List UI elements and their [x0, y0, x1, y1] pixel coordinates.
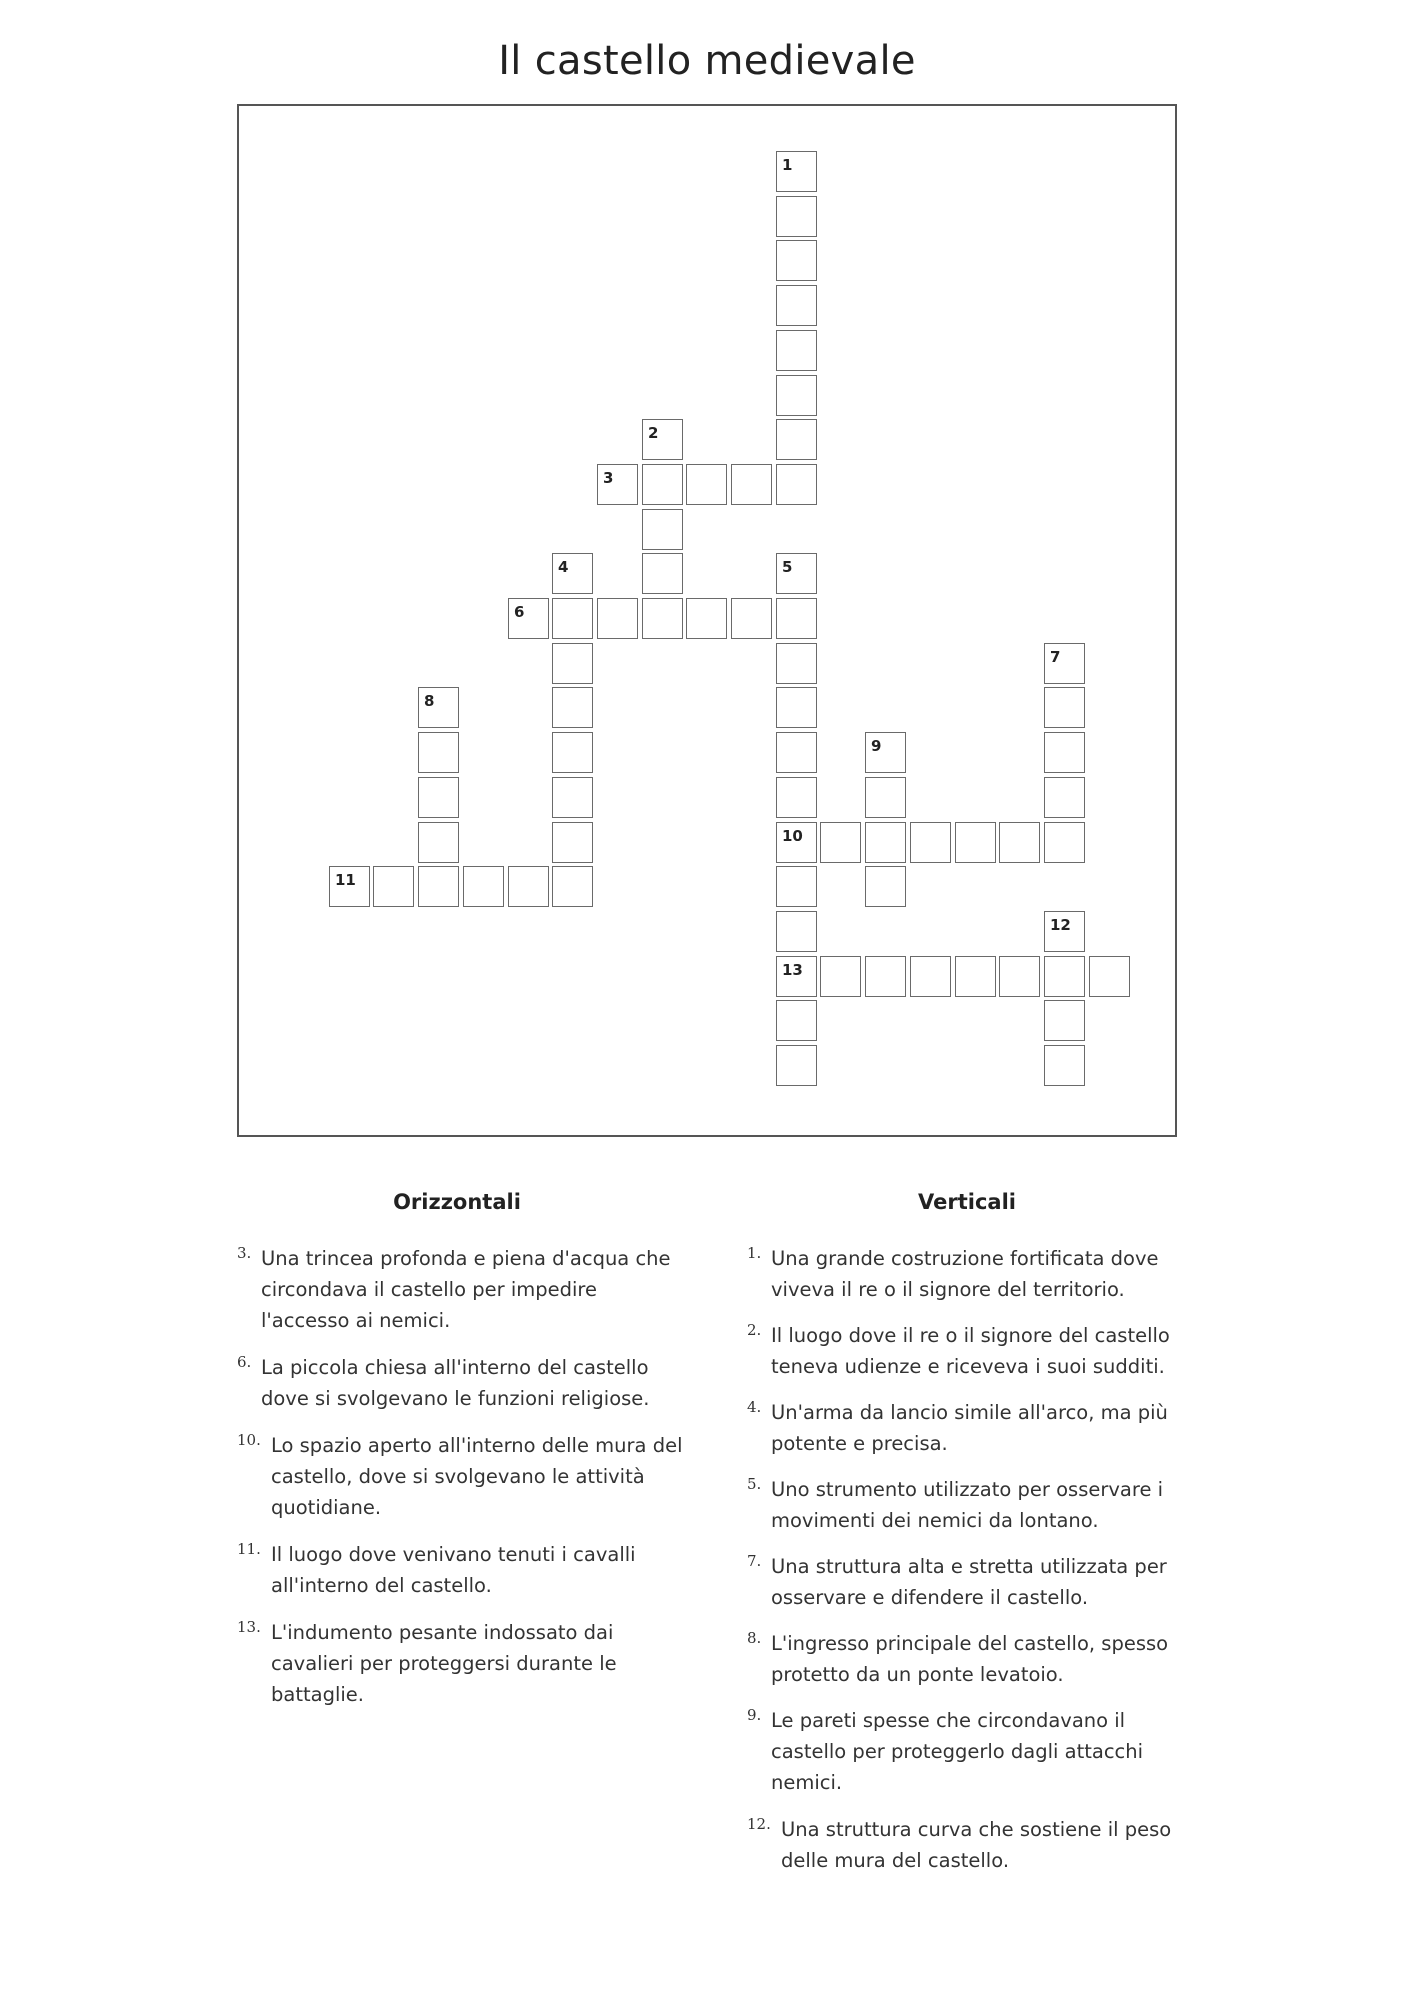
clue-number-label: 13: [782, 961, 803, 979]
crossword-cell[interactable]: [776, 643, 817, 684]
clue-text: Le pareti spesse che circondavano il castello per proteggerlo dagli attacchi nemici.: [771, 1709, 1144, 1794]
crossword-cell[interactable]: [776, 1000, 817, 1041]
down-clue: [747, 1705, 1171, 1798]
clue-text: Una grande costruzione fortificata dove viveva il re o il signore del territorio.: [771, 1247, 1159, 1301]
crossword-cell[interactable]: [865, 956, 906, 997]
crossword-cell[interactable]: [552, 866, 593, 907]
clue-text: Lo spazio aperto all'interno delle mura del castello, dove si svolgevano le attività quotidiane.: [271, 1434, 683, 1519]
clue-number-label: 7: [1050, 648, 1061, 666]
crossword-cell[interactable]: [776, 151, 817, 192]
crossword-cell[interactable]: [999, 822, 1040, 863]
clue-number-label: 11: [335, 871, 356, 889]
crossword-cell[interactable]: [1089, 956, 1130, 997]
crossword-cell[interactable]: [1044, 822, 1085, 863]
clue-text: Un'arma da lancio simile all'arco, ma più potente e precisa.: [771, 1401, 1168, 1455]
crossword-cell[interactable]: [776, 285, 817, 326]
clue-number: 5.: [747, 1475, 762, 1493]
clue-number: 2.: [747, 1321, 762, 1339]
page-title: Il castello medievale: [498, 38, 916, 84]
crossword-cell[interactable]: [642, 419, 683, 460]
clue-number-label: 2: [648, 424, 659, 442]
crossword-cell[interactable]: [999, 956, 1040, 997]
down-clue: [747, 1814, 1171, 1876]
crossword-cell[interactable]: [418, 866, 459, 907]
clue-number-label: 12: [1050, 916, 1071, 934]
clue-number: 3.: [237, 1244, 252, 1262]
crossword-cell[interactable]: [552, 553, 593, 594]
crossword-cell[interactable]: [1044, 1045, 1085, 1086]
crossword-cell[interactable]: [776, 240, 817, 281]
crossword-cell[interactable]: [686, 464, 727, 505]
down-clue: [747, 1320, 1171, 1382]
clue-text: Una struttura curva che sostiene il peso delle mura del castello.: [781, 1818, 1172, 1872]
across-clue: [237, 1617, 681, 1710]
across-clue: [237, 1430, 681, 1523]
crossword-cell[interactable]: [776, 553, 817, 594]
crossword-cell[interactable]: [776, 956, 817, 997]
clue-number-label: 1: [782, 156, 793, 174]
crossword-cell[interactable]: [865, 822, 906, 863]
crossword-cell[interactable]: [1044, 687, 1085, 728]
crossword-cell[interactable]: [552, 822, 593, 863]
crossword-cell[interactable]: [1044, 732, 1085, 773]
clue-text: Il luogo dove venivano tenuti i cavalli all'interno del castello.: [271, 1543, 636, 1597]
crossword-cell[interactable]: [552, 777, 593, 818]
clue-number: 8.: [747, 1629, 762, 1647]
crossword-cell[interactable]: [329, 866, 370, 907]
crossword-cell[interactable]: [910, 822, 951, 863]
crossword-cell[interactable]: [1044, 956, 1085, 997]
crossword-cell[interactable]: [776, 687, 817, 728]
clue-text: Una struttura alta e stretta utilizzata per osservare e difendere il castello.: [771, 1555, 1167, 1609]
clue-number: 13.: [237, 1618, 261, 1636]
crossword-cell[interactable]: [418, 777, 459, 818]
crossword-cell[interactable]: [776, 732, 817, 773]
clue-text: Una trincea profonda e piena d'acqua che circondava il castello per impedire l'accesso ai nemici.: [261, 1247, 671, 1332]
crossword-cell[interactable]: [776, 196, 817, 237]
crossword-cell[interactable]: [776, 464, 817, 505]
clue-number: 10.: [237, 1431, 261, 1449]
crossword-cell[interactable]: [776, 911, 817, 952]
crossword-cell[interactable]: [552, 687, 593, 728]
clue-number-label: 3: [603, 469, 614, 487]
crossword-cell[interactable]: [776, 822, 817, 863]
crossword-cell[interactable]: [418, 732, 459, 773]
clue-number-label: 8: [424, 692, 435, 710]
clue-number: 6.: [237, 1353, 252, 1371]
crossword-cell[interactable]: [776, 419, 817, 460]
clue-number-label: 10: [782, 827, 803, 845]
crossword-cell[interactable]: [552, 643, 593, 684]
crossword-cell[interactable]: [865, 866, 906, 907]
clue-number-label: 9: [871, 737, 882, 755]
clue-number-label: 5: [782, 558, 793, 576]
crossword-cell[interactable]: [955, 956, 996, 997]
crossword-cell[interactable]: [776, 598, 817, 639]
crossword-cell[interactable]: [686, 598, 727, 639]
down-clue: [747, 1551, 1171, 1613]
across-heading: Orizzontali: [393, 1190, 521, 1214]
clue-text: La piccola chiesa all'interno del castello dove si svolgevano le funzioni religiose.: [261, 1356, 650, 1410]
clue-text: L'ingresso principale del castello, spesso protetto da un ponte levatoio.: [771, 1632, 1169, 1686]
crossword-cell[interactable]: [1044, 1000, 1085, 1041]
down-clue: [747, 1474, 1171, 1536]
down-clue: [747, 1628, 1171, 1690]
clue-text: L'indumento pesante indossato dai cavalieri per proteggersi durante le battaglie.: [271, 1621, 617, 1706]
clue-number-label: 4: [558, 558, 569, 576]
down-clue: [747, 1243, 1171, 1305]
clue-number: 7.: [747, 1552, 762, 1570]
clue-number-label: 6: [514, 603, 525, 621]
crossword-cell[interactable]: [463, 866, 504, 907]
crossword-cell[interactable]: [552, 598, 593, 639]
crossword-cell[interactable]: [865, 777, 906, 818]
clue-text: Uno strumento utilizzato per osservare i movimenti dei nemici da lontano.: [771, 1478, 1164, 1532]
crossword-cell[interactable]: [731, 464, 772, 505]
crossword-cell[interactable]: [418, 822, 459, 863]
crossword-cell[interactable]: [508, 866, 549, 907]
across-clue: [237, 1243, 681, 1336]
crossword-cell[interactable]: [1044, 643, 1085, 684]
crossword-cell[interactable]: [910, 956, 951, 997]
crossword-cell[interactable]: [865, 732, 906, 773]
crossword-cell[interactable]: [776, 777, 817, 818]
crossword-cell[interactable]: [776, 330, 817, 371]
crossword-cell[interactable]: [776, 375, 817, 416]
crossword-cell[interactable]: [373, 866, 414, 907]
down-clue: [747, 1397, 1171, 1459]
crossword-cell[interactable]: [508, 598, 549, 639]
crossword-cell[interactable]: [642, 464, 683, 505]
crossword-cell[interactable]: [597, 464, 638, 505]
clue-number: 1.: [747, 1244, 762, 1262]
crossword-cell[interactable]: [1044, 911, 1085, 952]
crossword-cell[interactable]: [731, 598, 772, 639]
crossword-cell[interactable]: [776, 866, 817, 907]
crossword-cell[interactable]: [642, 509, 683, 550]
clue-number: 4.: [747, 1398, 762, 1416]
crossword-cell[interactable]: [597, 598, 638, 639]
down-heading: Verticali: [918, 1190, 1016, 1214]
crossword-cell[interactable]: [642, 553, 683, 594]
clue-number: 11.: [237, 1540, 261, 1558]
crossword-cell[interactable]: [642, 598, 683, 639]
crossword-cell[interactable]: [418, 687, 459, 728]
clue-text: Il luogo dove il re o il signore del castello teneva udienze e riceveva i suoi sudditi.: [771, 1324, 1170, 1378]
clue-number: 9.: [747, 1706, 762, 1724]
across-clue: [237, 1539, 681, 1601]
crossword-cell[interactable]: [776, 1045, 817, 1086]
crossword-cell[interactable]: [820, 822, 861, 863]
crossword-cell[interactable]: [820, 956, 861, 997]
crossword-cell[interactable]: [1044, 777, 1085, 818]
clue-number: 12.: [747, 1815, 771, 1833]
across-clue: [237, 1352, 681, 1414]
crossword-cell[interactable]: [552, 732, 593, 773]
crossword-cell[interactable]: [955, 822, 996, 863]
